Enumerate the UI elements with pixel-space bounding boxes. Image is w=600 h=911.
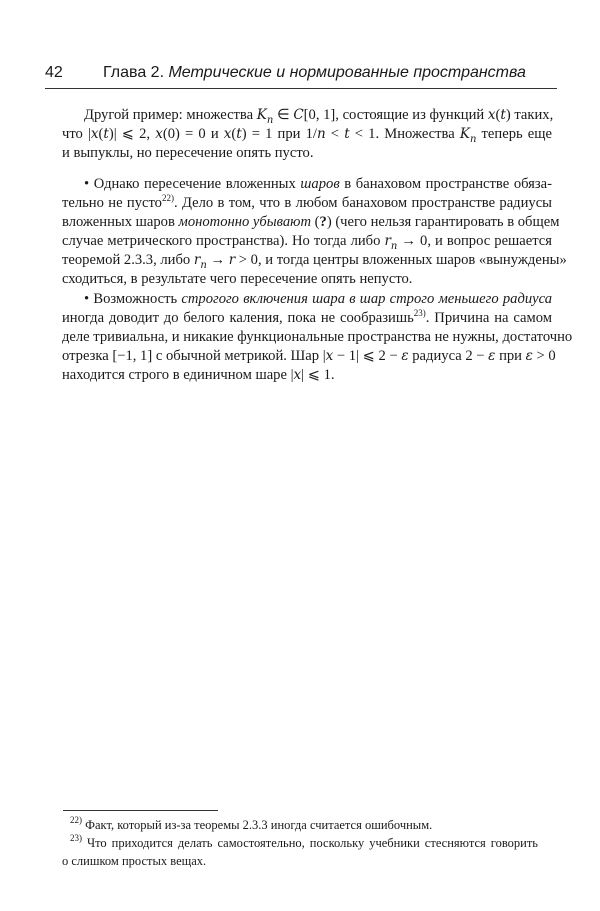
text-run: вложенных шаров: [62, 214, 179, 230]
math-symbol: r: [193, 252, 201, 268]
text-run: • Однако пересечение вложенных: [84, 176, 301, 192]
paragraph-line: [84, 290, 552, 308]
math-symbol: ε: [488, 348, 496, 364]
math-symbol: x: [90, 126, 99, 142]
text-run: что |: [62, 126, 91, 142]
math-subscript: n: [469, 133, 477, 145]
paragraph-line: [84, 175, 552, 193]
math-symbol: C: [293, 107, 304, 123]
text-run: | ⩽ 1.: [301, 367, 335, 383]
text-run: →: [206, 252, 229, 268]
text-run: деле тривиальна, и никакие функциональные пространства не нужны, достаточно: [62, 329, 573, 345]
math-subscript: n: [390, 240, 398, 252]
math-symbol: x: [293, 367, 302, 383]
math-symbol: x: [155, 126, 163, 142]
text-run: иногда доводит до белого каления, пока не сообразишь: [62, 310, 414, 326]
footnote-line: [70, 834, 538, 852]
text-run: теперь еще: [476, 126, 552, 142]
math-symbol: ε: [401, 348, 409, 364]
math-symbol: ε: [525, 348, 533, 364]
text-run: . Причина на самом: [425, 310, 552, 326]
math-symbol: t: [500, 107, 506, 123]
footnote-ref: 23): [70, 833, 82, 843]
chapter-label: Глава 2.: [103, 64, 165, 81]
text-run: <: [325, 126, 345, 142]
text-run: ?: [319, 214, 327, 230]
text-run: ) таких,: [505, 107, 554, 123]
text-run: (: [98, 126, 104, 142]
text-run: ) = 1 при 1/: [241, 126, 317, 142]
math-symbol: K: [256, 107, 267, 123]
text-run: и выпуклы, но пересечение опять пусто.: [62, 145, 314, 161]
math-symbol: t: [236, 126, 242, 142]
math-symbol: r: [384, 233, 391, 249]
math-subscript: n: [266, 114, 274, 126]
text-run: (0) = 0 и: [162, 126, 224, 142]
text-run: Что приходится делать самостоятельно, поскольку учебники стесняются говорить: [82, 836, 538, 850]
math-symbol: t: [344, 126, 350, 142]
math-symbol: x: [487, 107, 496, 123]
running-header: [103, 64, 526, 82]
text-run: отрезка [−1, 1] с обычной метрикой. Шар |: [62, 348, 326, 364]
text-run: случае метрического пространства). Но тогда либо: [62, 233, 385, 249]
text-run: > 0, и тогда центры вложенных шаров «вынуждены»: [235, 252, 567, 268]
text-run: Факт, который из-за теоремы 2.3.3 иногда считается ошибочным.: [82, 818, 433, 832]
footnote-line: [62, 852, 538, 870]
text-run: )| ⩽ 2,: [108, 126, 156, 142]
page-number: 42: [45, 64, 63, 81]
footnote-ref: 23): [413, 308, 426, 318]
text-run: о слишком простых вещах.: [62, 854, 207, 868]
text-run: радиуса 2 −: [408, 348, 489, 364]
text-run: (: [495, 107, 501, 123]
header-rule: [45, 88, 557, 89]
math-symbol: x: [223, 126, 232, 142]
math-symbol: r: [228, 252, 236, 268]
math-symbol: x: [325, 348, 334, 364]
footnote-rule: [63, 810, 218, 811]
text-run: в банаховом пространстве обяза-: [339, 176, 552, 192]
emphasis: шаров: [300, 176, 340, 192]
text-run: ) (чего нельзя гарантировать в общем: [326, 214, 560, 230]
text-run: • Возможность: [84, 291, 182, 307]
text-run: теоремой 2.3.3, либо: [62, 252, 194, 268]
paragraph-line: [62, 144, 552, 162]
emphasis: монотонно убывают: [178, 214, 311, 230]
paragraph-line: [62, 270, 552, 288]
math-subscript: n: [200, 259, 207, 271]
paragraph-line: [62, 347, 556, 365]
text-run: − 1| ⩽ 2 −: [333, 348, 402, 364]
footnote-ref: 22): [70, 815, 82, 825]
text-run: Другой пример: множества: [84, 107, 257, 123]
paragraph-line: [62, 194, 552, 212]
text-run: . Дело в том, что в любом банаховом пространстве радиусы: [173, 195, 552, 211]
chapter-title: Метрические и нормированные пространства: [168, 64, 526, 81]
text-run: [0, 1], состоящие из функций: [303, 107, 488, 123]
text-run: < 1. Множества: [349, 126, 460, 142]
footnote-ref: 22): [161, 193, 174, 203]
text-run: ∈: [273, 107, 294, 123]
math-symbol: K: [459, 126, 470, 142]
emphasis: строгого включения шара в шар строго меньшего радиуса: [181, 291, 552, 307]
text-run: тельно не пусто: [62, 195, 162, 211]
paragraph-line: [62, 309, 552, 327]
text-run: > 0: [532, 348, 556, 364]
text-run: (: [231, 126, 237, 142]
math-symbol: t: [103, 126, 109, 142]
footnote-line: [70, 816, 538, 834]
math-symbol: n: [316, 126, 326, 142]
paragraph-line: [62, 366, 552, 384]
text-run: (: [311, 214, 320, 230]
text-run: находится строго в единичном шаре |: [62, 367, 294, 383]
text-run: при: [495, 348, 526, 364]
text-run: сходиться, в результате чего пересечение опять непусто.: [62, 271, 413, 287]
paragraph-line: [62, 328, 573, 346]
paragraph-line: [62, 213, 560, 231]
text-run: → 0, и вопрос решается: [397, 233, 552, 249]
